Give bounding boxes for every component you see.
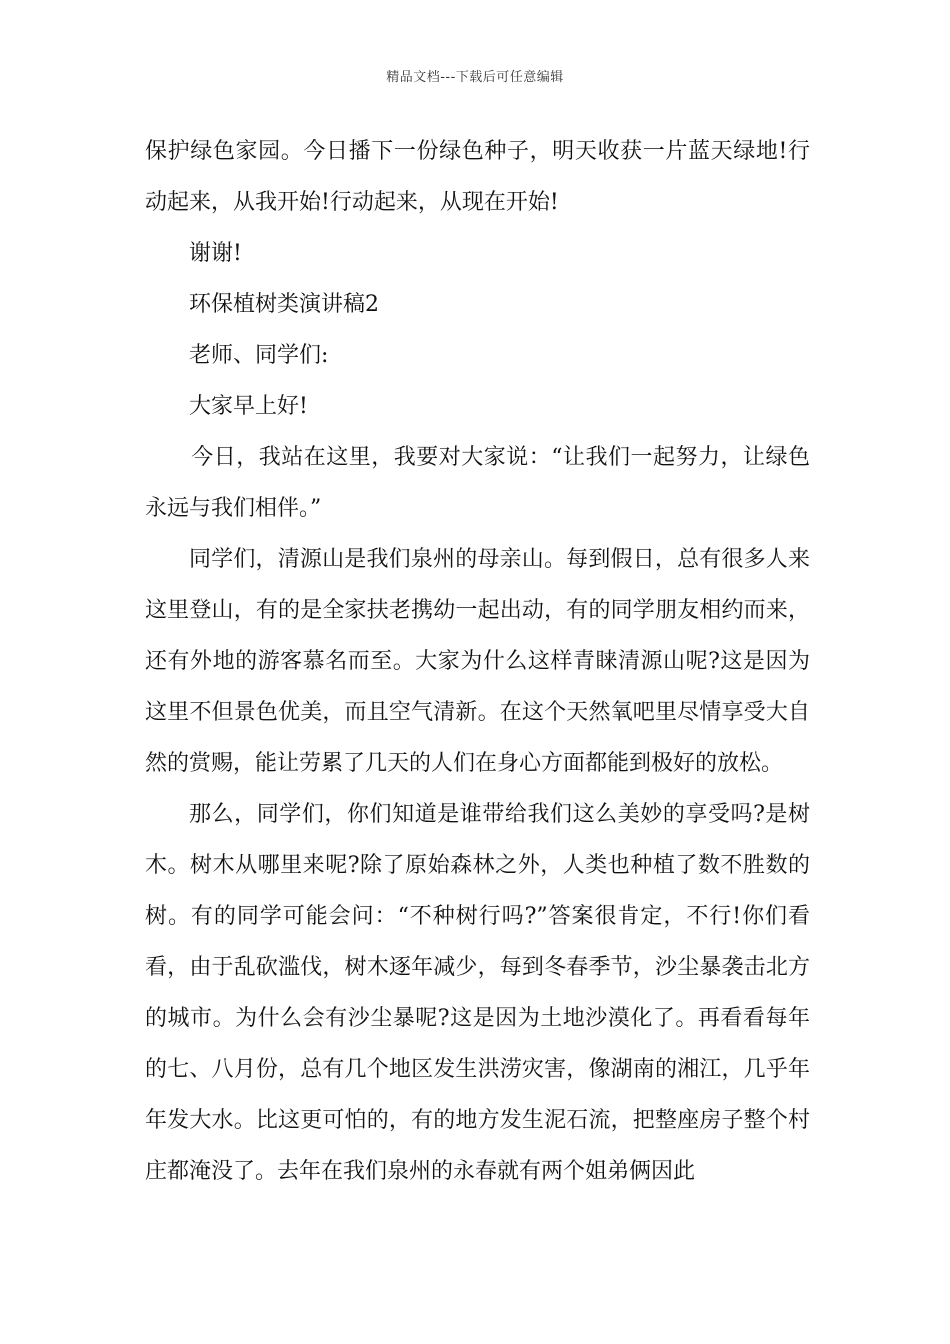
greeting: 大家早上好! [189,394,308,419]
paragraph-intro: 今日，我站在这里，我要对大家说：“让我们一起努力，让绿色永远与我们相伴。” [145,445,810,521]
document-body [145,126,810,1197]
paragraph-qingyuan-mountain: 同学们，清源山是我们泉州的母亲山。每到假日，总有很多人来这里登山，有的是全家扶老携幼一起出动，有的同学朋友相约而来，还有外地的游客慕名而至。大家为什么这样青睐清源山呢?这是因为这里不但景色优美，而且空气清新。在这个天然氧吧里尽情享受大自然的赏赐，能让劳累了几天的人们在身心方面都能到极好的放松。 [145,547,810,776]
page-header: 精品文档---下载后可任意编辑 [386,70,564,85]
paragraph-closing-line: 保护绿色家园。今日播下一份绿色种子，明天收获一片蓝天绿地!行动起来，从我开始!行动起来，从现在开始! [145,139,810,215]
salutation: 老师、同学们: [189,343,329,368]
paragraph-trees: 那么，同学们，你们知道是谁带给我们这么美妙的享受吗?是树木。树木从哪里来呢?除了原始森林之外，人类也种植了数不胜数的树。有的同学可能会问：“不种树行吗?”答案很肯定，不行!你们看看，由于乱砍滥伐，树木逐年减少，每到冬春季节，沙尘暴袭击北方的城市。为什么会有沙尘暴呢?这是因为土地沙漠化了。再看看每年的七、八月份，总有几个地区发生洪涝灾害，像湖南的湘江，几乎年年发大水。比这更可怕的，有的地方发生泥石流，把整座房子整个村庄都淹没了。去年在我们泉州的永春就有两个姐弟俩因此 [145,802,810,1184]
speech-title: 环保植树类演讲稿2 [189,292,379,317]
paragraph-thanks: 谢谢! [189,241,242,266]
